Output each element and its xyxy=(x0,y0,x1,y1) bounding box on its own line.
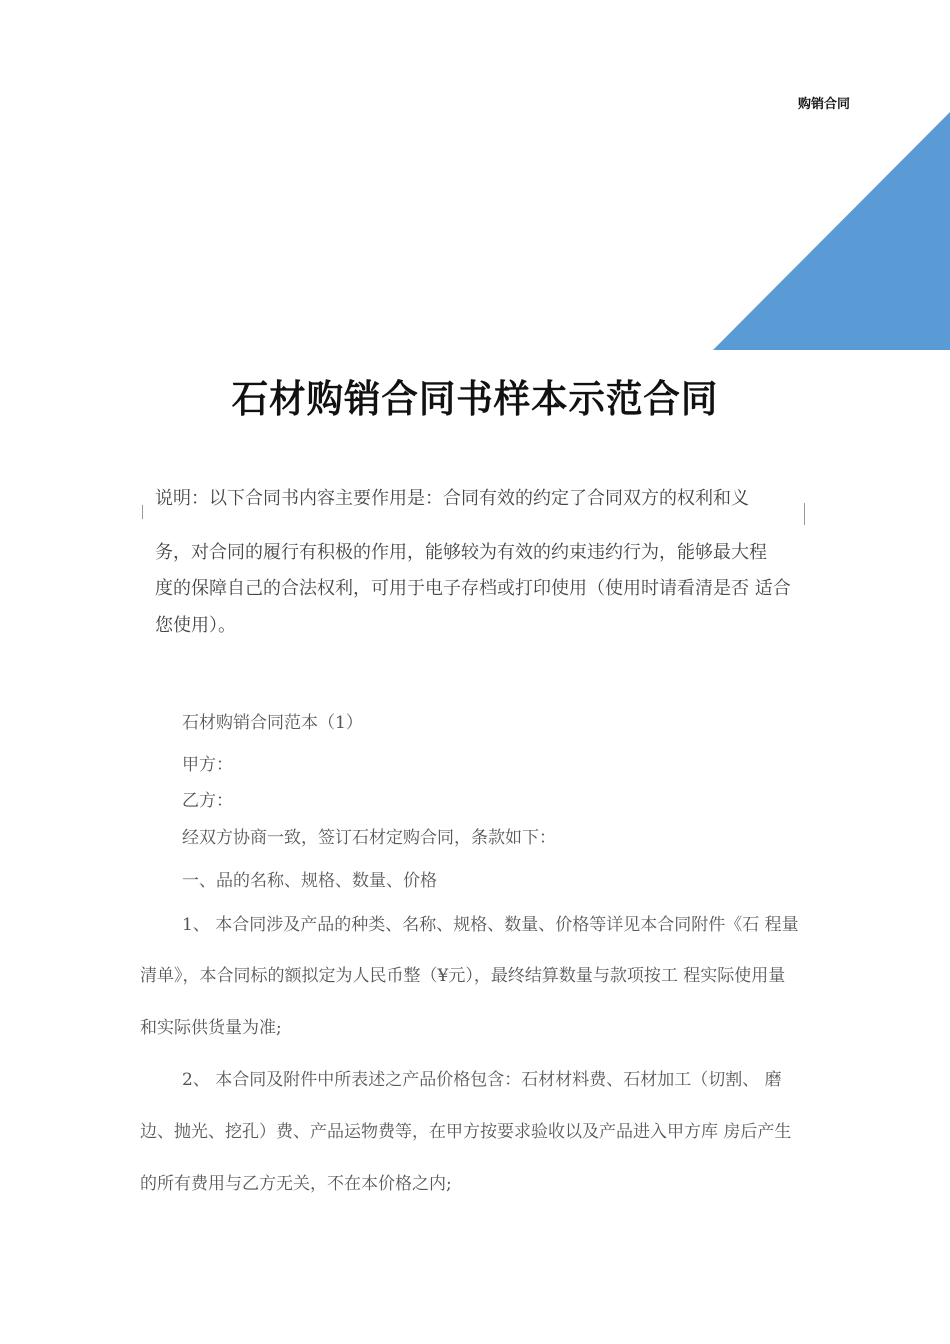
clause-1-line-3: 和实际供货量为准; xyxy=(140,1018,282,1038)
note-line-4: 您使用）。 xyxy=(155,615,236,636)
decorative-triangle xyxy=(713,112,950,350)
note-line-3: 度的保障自己的合法权利，可用于电子存档或打印使用（使用时请看清是否 适合 xyxy=(155,578,791,599)
clause-1-line-1: 1、 本合同涉及产品的种类、名称、规格、数量、价格等详见本合同附件《石 程量 xyxy=(182,915,799,935)
triangle-shape xyxy=(713,112,950,350)
note-line-2: 务，对合同的履行有积极的作用，能够较为有效的约束违约行为，能够最大程 xyxy=(155,542,767,563)
section-1-heading: 一、品的名称、规格、数量、价格 xyxy=(182,871,437,891)
party-b: 乙方： xyxy=(182,791,233,811)
header-label: 购销合同 xyxy=(797,97,850,112)
left-margin-bar xyxy=(142,505,143,519)
contract-heading: 石材购销合同范本（1） xyxy=(182,713,363,733)
clause-2-line-3: 的所有费用与乙方无关，不在本价格之内; xyxy=(140,1174,452,1194)
document-title: 石材购销合同书样本示范合同 xyxy=(231,377,719,421)
clause-2-line-2: 边、抛光、挖孔）费、产品运物费等，在甲方按要求验收以及产品进入甲方库 房后产生 xyxy=(140,1122,792,1142)
contract-intro: 经双方协商一致，签订石材定购合同，条款如下： xyxy=(182,828,556,848)
clause-2-line-1: 2、 本合同及附件中所表述之产品价格包含：石材材料费、石材加工（切割、 磨 xyxy=(182,1070,782,1090)
right-margin-bar xyxy=(804,503,805,525)
note-line-1: 说明：以下合同书内容主要作用是：合同有效的约定了合同双方的权利和义 xyxy=(155,488,749,509)
clause-1-line-2: 清单》，本合同标的额拟定为人民币整（¥元），最终结算数量与款项按工 程实际使用量 xyxy=(140,966,786,986)
party-a: 甲方： xyxy=(182,755,233,775)
